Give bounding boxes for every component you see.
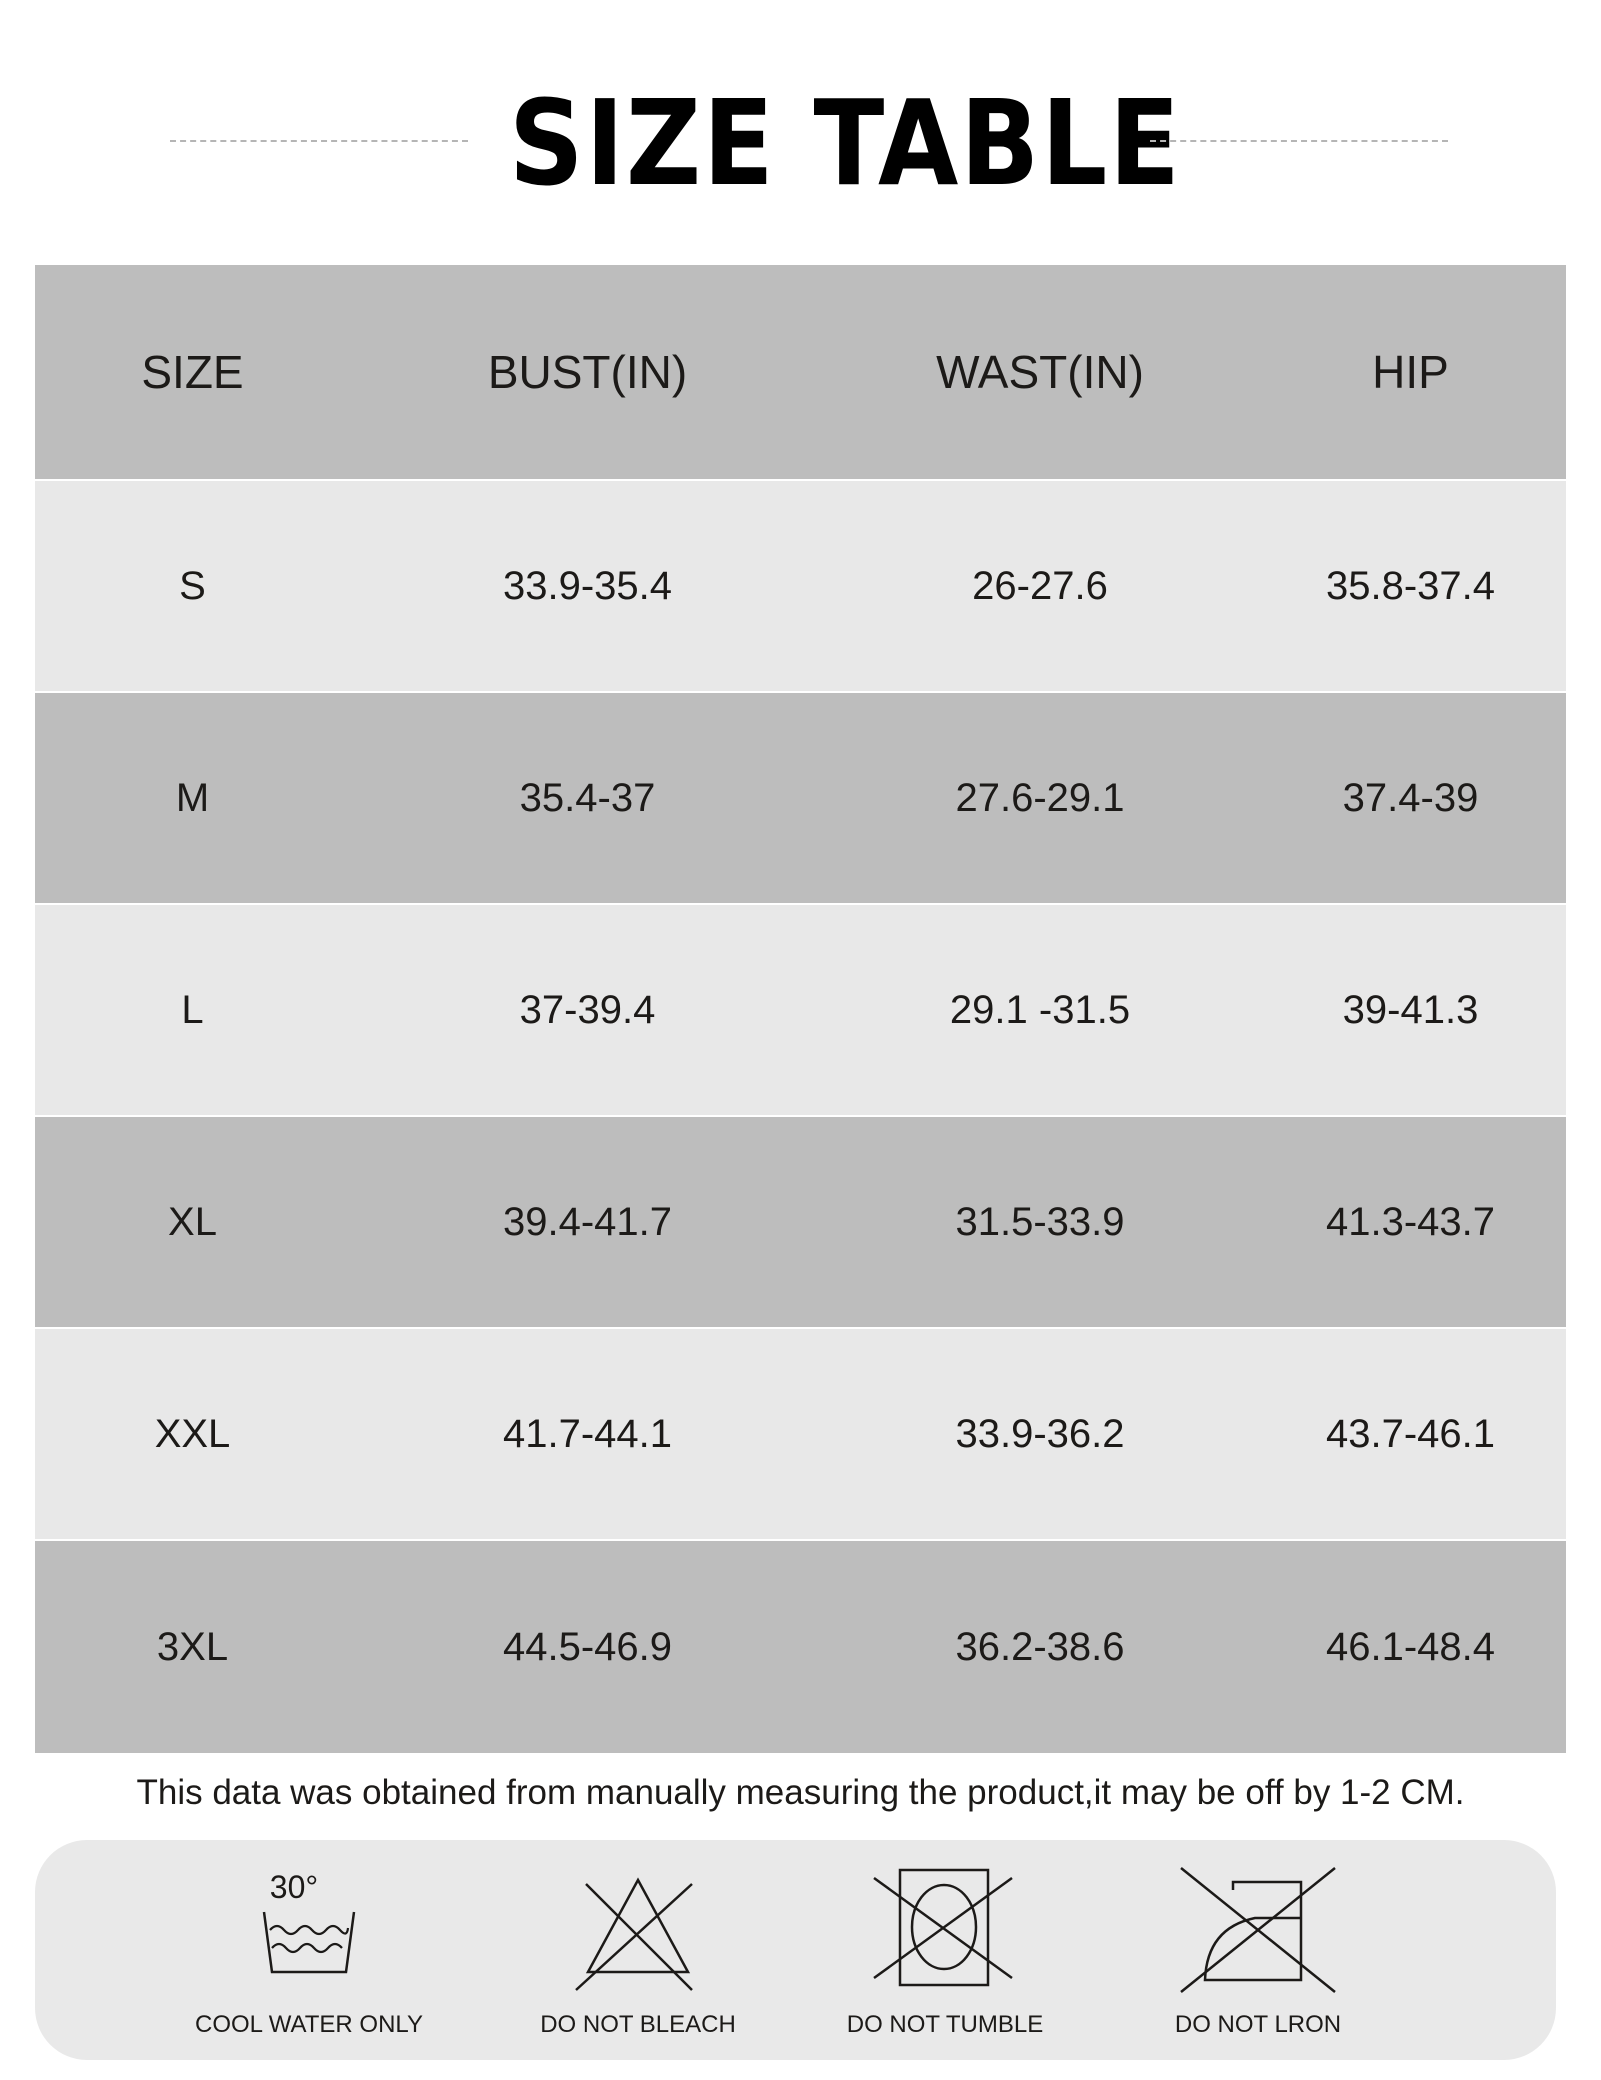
no-iron-icon	[1173, 1862, 1343, 2002]
care-label-no-tumble: DO NOT TUMBLE	[846, 2011, 1044, 2038]
header-size: SIZE	[141, 346, 244, 398]
no-bleach-icon	[568, 1862, 708, 2002]
hip-cell: 37.4-39	[1342, 775, 1479, 820]
wash-temperature: 30°	[269, 1869, 319, 1905]
waist-cell: 26-27.6	[972, 563, 1108, 608]
bust-cell: 35.4-37	[519, 775, 656, 820]
size-cell: S	[179, 563, 206, 608]
care-item-no-tumble	[820, 1862, 1070, 2052]
care-item-cool-water	[184, 1862, 434, 2052]
waist-cell: 31.5-33.9	[955, 1199, 1125, 1244]
table-header-row	[35, 265, 1566, 481]
care-label-cool-water: COOL WATER ONLY	[194, 2011, 424, 2038]
bust-cell: 44.5-46.9	[502, 1624, 673, 1669]
header-hip: HIP	[1372, 346, 1449, 398]
waist-cell: 36.2-38.6	[955, 1624, 1125, 1669]
header-bust: BUST(IN)	[487, 346, 688, 398]
hip-cell: 43.7-46.1	[1325, 1411, 1496, 1456]
header-waist: WAST(IN)	[936, 346, 1144, 398]
care-item-no-bleach	[513, 1862, 763, 2052]
bust-cell: 37-39.4	[519, 987, 656, 1032]
hip-cell: 41.3-43.7	[1325, 1199, 1496, 1244]
size-cell: 3XL	[156, 1624, 229, 1669]
waist-cell: 33.9-36.2	[955, 1411, 1125, 1456]
care-item-no-iron	[1133, 1862, 1383, 2052]
size-table	[35, 265, 1566, 1753]
care-label-no-iron: DO NOT LRON	[1174, 2011, 1342, 2038]
bust-cell: 41.7-44.1	[502, 1411, 673, 1456]
table-row	[35, 905, 1566, 1117]
title-divider-left	[170, 140, 468, 142]
no-tumble-dry-icon	[870, 1862, 1020, 2002]
hip-cell: 46.1-48.4	[1325, 1624, 1496, 1669]
table-row	[35, 1117, 1566, 1329]
hip-cell: 35.8-37.4	[1325, 563, 1496, 608]
title-divider-right	[1150, 140, 1448, 142]
size-cell: L	[181, 987, 204, 1032]
table-row	[35, 1541, 1566, 1753]
table-row	[35, 1329, 1566, 1541]
hip-cell: 39-41.3	[1342, 987, 1479, 1032]
wash-30-icon	[244, 1862, 374, 1982]
size-cell: XXL	[154, 1411, 231, 1456]
page-title: SIZE TABLE	[508, 74, 1182, 212]
bust-cell: 33.9-35.4	[502, 563, 673, 608]
table-row	[35, 693, 1566, 905]
care-label-no-bleach: DO NOT BLEACH	[540, 2011, 736, 2038]
measurement-note: This data was obtained from manually measuring the product,it may be off by 1-2 CM.	[136, 1773, 1465, 1812]
size-cell: M	[175, 775, 210, 820]
waist-cell: 27.6-29.1	[955, 775, 1125, 820]
care-instructions-panel	[35, 1840, 1556, 2060]
size-cell: XL	[168, 1199, 217, 1244]
title-row	[0, 74, 1601, 212]
table-row	[35, 481, 1566, 693]
waist-cell: 29.1 -31.5	[949, 987, 1131, 1032]
bust-cell: 39.4-41.7	[502, 1199, 673, 1244]
